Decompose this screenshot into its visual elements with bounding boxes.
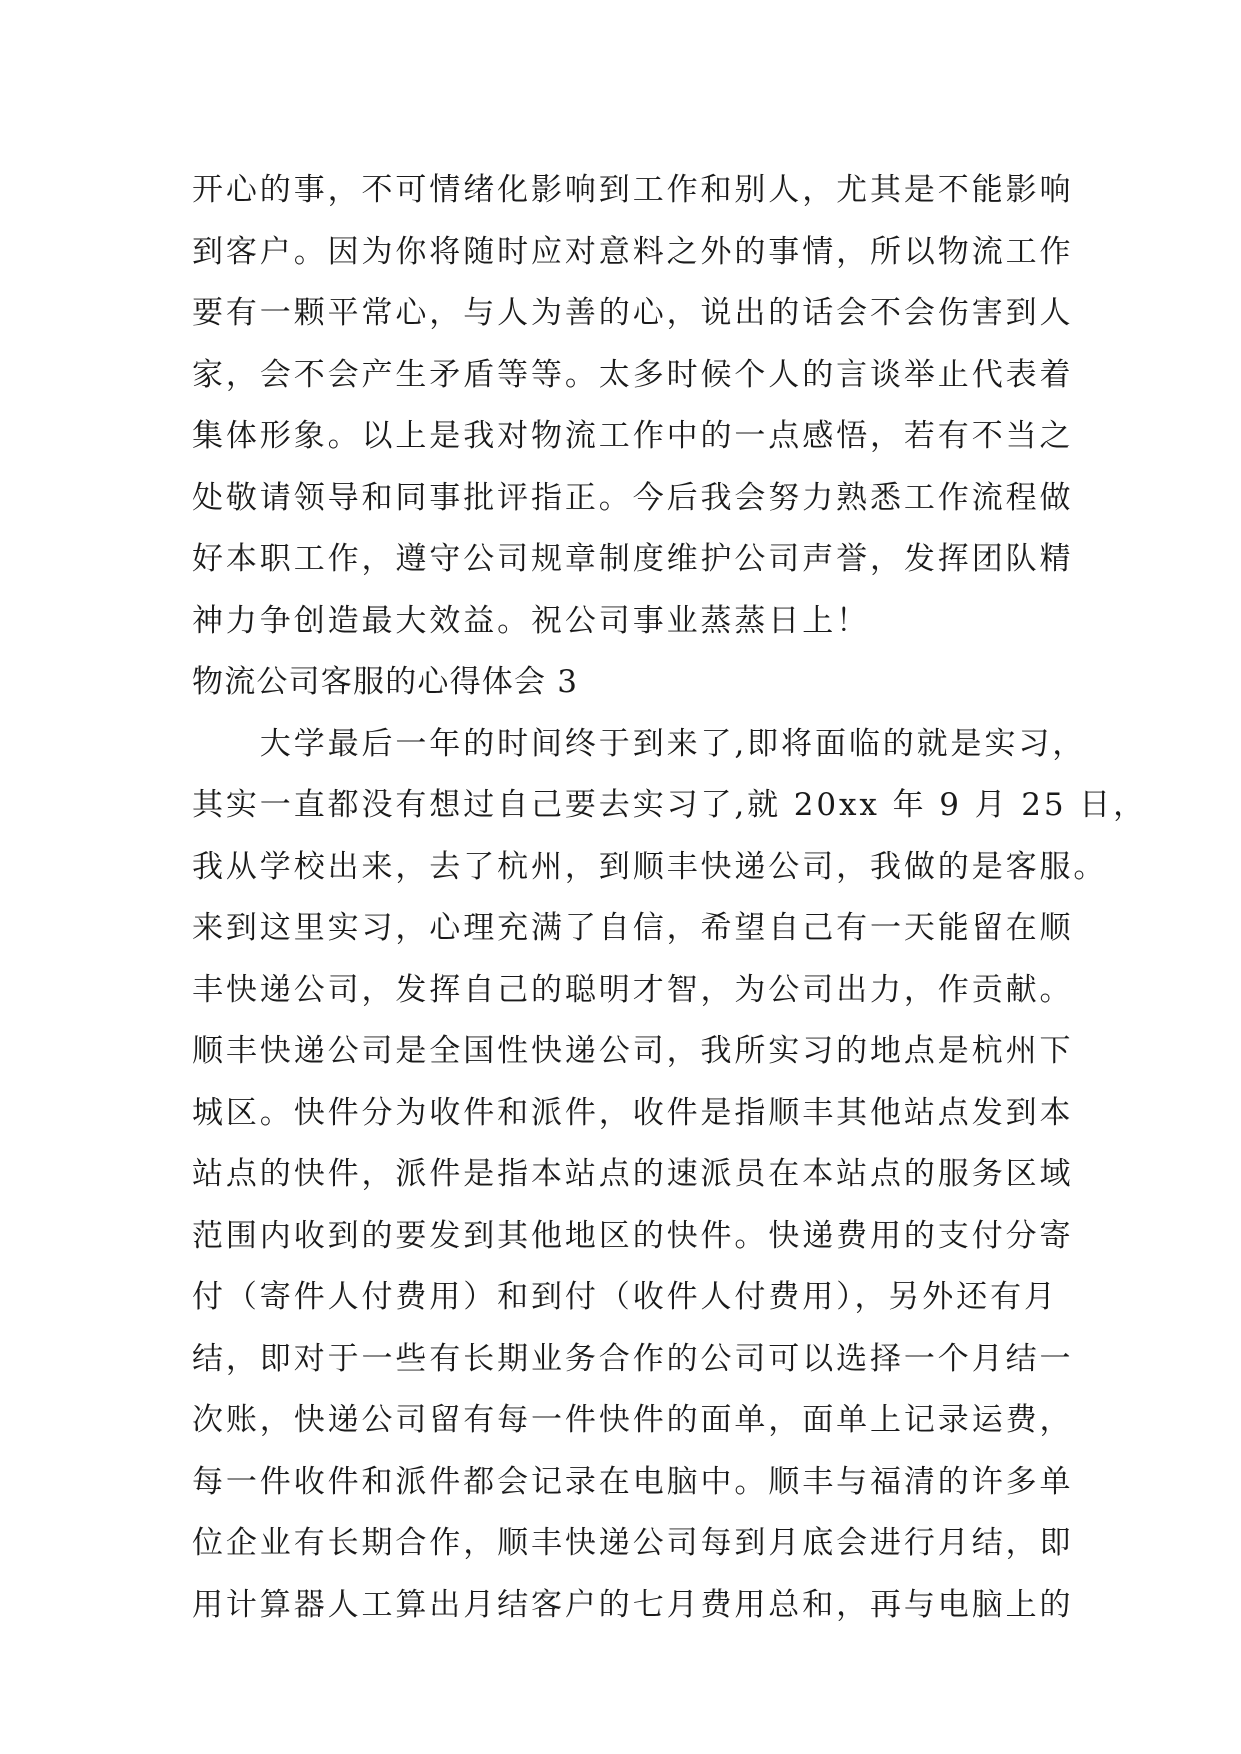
text-line: 其实一直都没有想过自己要去实习了,就 20xx 年 9 月 25 日，: [192, 787, 1148, 823]
continuation-paragraph: [192, 160, 1074, 652]
text-line: 来到这里实习，心理充满了自信，希望自己有一天能留在顺: [192, 910, 1074, 946]
text-line: 站点的快件，派件是指本站点的速派员在本站点的服务区域: [192, 1156, 1074, 1192]
text-line: 用计算器人工算出月结客户的七月费用总和，再与电脑上的: [192, 1586, 1074, 1623]
text-line: 好本职工作，遵守公司规章制度维护公司声誉，发挥团队精: [192, 541, 1074, 577]
text-line: 每一件收件和派件都会记录在电脑中。顺丰与福清的许多单: [192, 1463, 1074, 1500]
text-line: 位企业有长期合作，顺丰快递公司每到月底会进行月结，即: [192, 1525, 1074, 1561]
text-line: 我从学校出来，去了杭州，到顺丰快递公司，我做的是客服。: [192, 848, 1108, 885]
text-line: 城区。快件分为收件和派件，收件是指顺丰其他站点发到本: [192, 1094, 1074, 1131]
text-line: 大学最后一年的时间终于到来了,即将面临的就是实习，: [192, 725, 1087, 762]
text-line: 范围内收到的要发到其他地区的快件。快递费用的支付分寄: [192, 1217, 1074, 1254]
document-body: [192, 160, 1148, 1636]
text-line: 集体形象。以上是我对物流工作中的一点感悟，若有不当之: [192, 418, 1074, 454]
text-line: 开心的事，不可情绪化影响到工作和别人，尤其是不能影响: [192, 172, 1074, 208]
text-line: 神力争创造最大效益。祝公司事业蒸蒸日上！: [192, 602, 870, 639]
text-line: 要有一颗平常心，与人为善的心，说出的话会不会伤害到人: [192, 295, 1074, 331]
section-paragraph: [192, 714, 1148, 1637]
text-line: 到客户。因为你将随时应对意料之外的事情，所以物流工作: [192, 233, 1074, 270]
section-title: 物流公司客服的心得体会 3: [192, 664, 579, 700]
text-line: 结，即对于一些有长期业务合作的公司可以选择一个月结一: [192, 1340, 1074, 1377]
text-line: 处敬请领导和同事批评指正。今后我会努力熟悉工作流程做: [192, 479, 1074, 516]
text-line: 付（寄件人付费用）和到付（收件人付费用），另外还有月: [192, 1279, 1058, 1315]
text-line: 次账，快递公司留有每一件快件的面单，面单上记录运费，: [192, 1402, 1074, 1438]
text-line: 丰快递公司，发挥自己的聪明才智，为公司出力，作贡献。: [192, 971, 1074, 1008]
text-line: 顺丰快递公司是全国性快递公司，我所实习的地点是杭州下: [192, 1033, 1074, 1069]
text-line: 家，会不会产生矛盾等等。太多时候个人的言谈举止代表着: [192, 356, 1074, 393]
